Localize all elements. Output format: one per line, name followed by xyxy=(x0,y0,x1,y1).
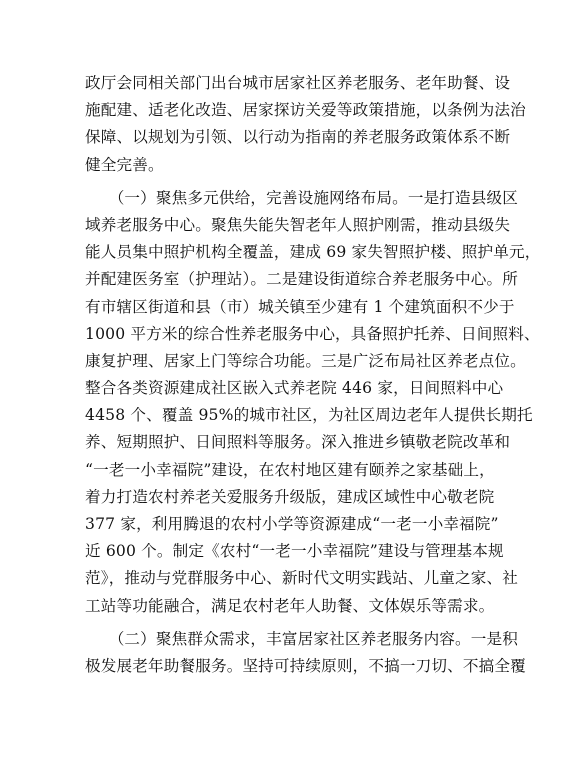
text-line: 着力打造农村养老关爱服务升级版，建成区域性中心敬老院 xyxy=(85,487,495,506)
text-line: 能人员集中照护机构全覆盖，建成 69 家失智照护楼、照护单元， xyxy=(85,243,541,262)
text-line: “一老一小幸福院”建设，在农村地区建有颐养之家基础上， xyxy=(85,460,495,479)
text-line: 377 家，利用腾退的农村小学等资源建成“一老一小幸福院” xyxy=(85,515,499,533)
text-line: 工站等功能融合，满足农村老年人助餐、文体娱乐等需求。 xyxy=(85,596,495,615)
text-line: 养、短期照护、日间照料等服务。深入推进乡镇敬老院改革和 xyxy=(85,433,511,452)
text-line: 健全完善。 xyxy=(85,155,164,174)
text-line: 施配建、适老化改造、居家探访关爱等政策措施，以条例为法治 xyxy=(85,101,526,120)
text-line: （二）聚焦群众需求，丰富居家社区养老服务内容。一是积 xyxy=(85,629,519,648)
text-line: （一）聚焦多元供给，完善设施网络布局。一是打造县级区 xyxy=(85,188,519,207)
text-line: 保障、以规划为引领、以行动为指南的养老服务政策体系不断 xyxy=(85,128,511,147)
text-line: 有市辖区街道和县（市）城关镇至少建有 1 个建筑面积不少于 xyxy=(85,297,515,316)
text-line: 政厅会同相关部门出台城市居家社区养老服务、老年助餐、设 xyxy=(85,74,511,92)
text-line: 4458 个、覆盖 95%的城市社区，为社区周边老年人提供长期托 xyxy=(85,406,533,425)
text-line: 1000 平方米的综合性养老服务中心，具备照护托养、日间照料、 xyxy=(85,324,540,343)
text-line: 域养老服务中心。聚焦失能失智老年人照护刚需，推动县级失 xyxy=(85,215,511,234)
text-line: 近 600 个。制定《农村“一老一小幸福院”建设与管理基本规 xyxy=(85,542,504,561)
document-body xyxy=(85,70,541,680)
text-line: 范》，推动与党群服务中心、新时代文明实践站、儿童之家、社 xyxy=(85,569,519,588)
text-line: 并配建医务室（护理站）。二是建设街道综合养老服务中心。所 xyxy=(85,270,519,289)
text-line: 整合各类资源建成社区嵌入式养老院 446 家，日间照料中心 xyxy=(85,379,504,398)
text-line: 康复护理、居家上门等综合功能。三是广泛布局社区养老点位。 xyxy=(85,351,526,370)
text-line: 极发展老年助餐服务。坚持可持续原则，不搞一刀切、不搞全覆 xyxy=(85,656,526,675)
